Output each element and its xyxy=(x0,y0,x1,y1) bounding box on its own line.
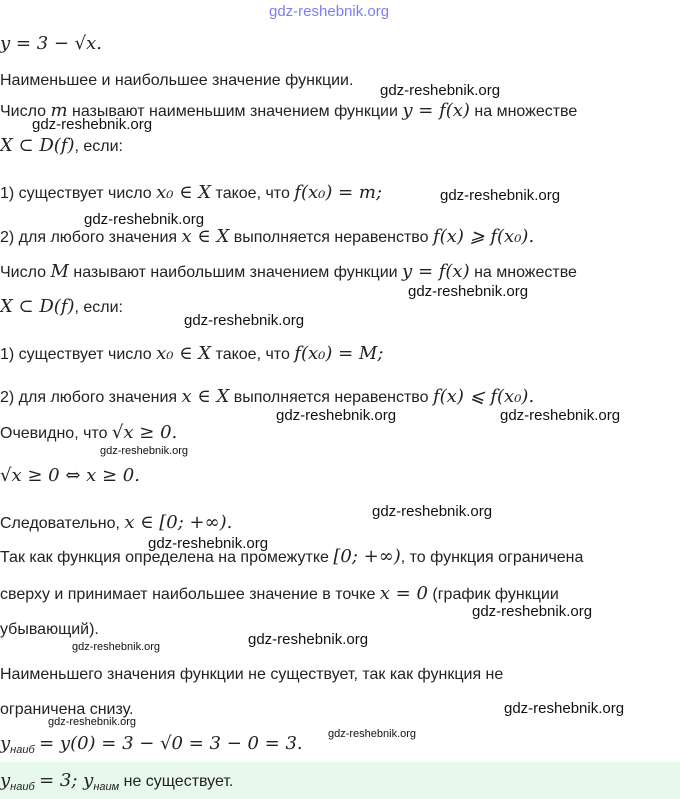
min-definition-line1: Число m называют наименьшим значением функции y = f(x) на множестве xyxy=(0,100,578,121)
domain-conclusion: Следовательно, x ∈ [0; +∞). xyxy=(0,512,233,533)
final-answer: $y_{наиб} = 3$; $y_{наим}$ не существует. xyxy=(0,770,234,794)
min-condition-1: 1) существует число x₀ ∈ X такое, что f(x₀) = m; xyxy=(0,182,383,203)
equivalence-statement: √x ≥ 0 ⇔ x ≥ 0. xyxy=(0,465,140,486)
section-heading: Наименьшее и наибольшее значение функции. xyxy=(0,72,354,89)
watermark: gdz-reshebnik.org xyxy=(72,641,161,653)
max-definition-line2: X ⊂ D(f), если: xyxy=(0,296,123,317)
reasoning-line2: сверху и принимает наибольшее значение в точке x = 0 (график функции xyxy=(0,583,559,604)
watermark: gdz-reshebnik.org xyxy=(380,82,501,99)
watermark: gdz-reshebnik.org xyxy=(440,187,561,204)
max-value-computation: $y_{наиб} = y(0) = 3 - √0 = 3 - 0 = 3$. xyxy=(0,733,303,757)
max-condition-1: 1) существует число x₀ ∈ X такое, что f(x₀) = M; xyxy=(0,343,384,364)
site-header-watermark: gdz-reshebnik.org xyxy=(269,3,390,20)
min-condition-2: 2) для любого значения x ∈ X выполняется неравенство f(x) ⩾ f(x₀). xyxy=(0,226,535,247)
watermark: gdz-reshebnik.org xyxy=(48,716,137,728)
watermark: gdz-reshebnik.org xyxy=(504,700,625,717)
watermark: gdz-reshebnik.org xyxy=(148,535,269,552)
min-definition-line2: X ⊂ D(f), если: xyxy=(0,135,123,156)
watermark: gdz-reshebnik.org xyxy=(184,312,305,329)
watermark: gdz-reshebnik.org xyxy=(408,283,529,300)
reasoning-line3: убывающий). xyxy=(0,621,99,638)
watermark: gdz-reshebnik.org xyxy=(248,631,369,648)
function-definition: y = 3 − √x. xyxy=(0,33,103,54)
reasoning-line1: Так как функция определена на промежутке [0; +∞), то функция ограничена xyxy=(0,546,584,567)
watermark: gdz-reshebnik.org xyxy=(32,116,153,133)
watermark: gdz-reshebnik.org xyxy=(472,603,593,620)
max-condition-2: 2) для любого значения x ∈ X выполняется неравенство f(x) ⩽ f(x₀). xyxy=(0,386,535,407)
obvious-statement: Очевидно, что √x ≥ 0. xyxy=(0,422,178,443)
watermark: gdz-reshebnik.org xyxy=(372,503,493,520)
watermark: gdz-reshebnik.org xyxy=(276,407,397,424)
watermark: gdz-reshebnik.org xyxy=(500,407,621,424)
max-definition-line1: Число M называют наибольшим значением функции y = f(x) на множестве xyxy=(0,261,577,282)
min-absent-line1: Наименьшего значения функции не существует, так как функция не xyxy=(0,666,504,683)
answer-box xyxy=(0,762,680,799)
watermark: gdz-reshebnik.org xyxy=(100,445,189,457)
watermark: gdz-reshebnik.org xyxy=(328,728,417,740)
watermark: gdz-reshebnik.org xyxy=(84,211,205,228)
min-absent-line2: ограничена снизу. xyxy=(0,701,134,718)
